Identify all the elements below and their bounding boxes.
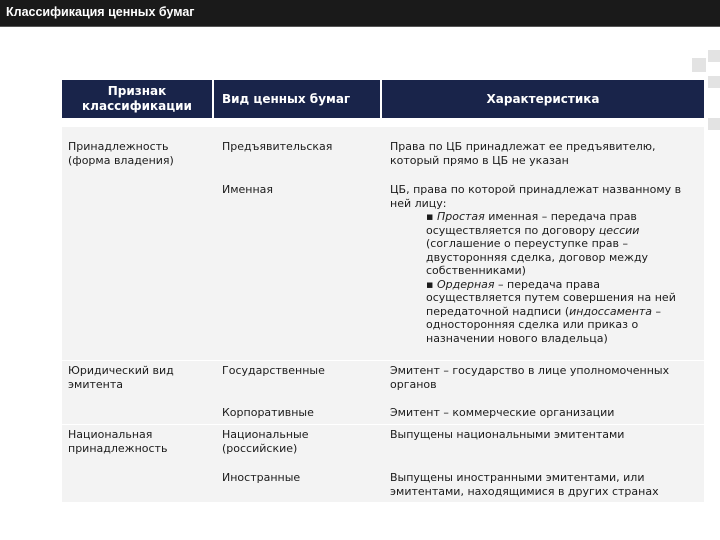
row-divider [62, 360, 704, 361]
bullet-icon: ▪ [426, 210, 434, 223]
table-cell-criterion: Национальная принадлежность [68, 428, 168, 455]
table-cell-description: Эмитент – государство в лице уполномоченных органов [390, 364, 670, 391]
table-cell-criterion: Принадлежность (форма владения) [68, 140, 174, 167]
table-cell-type: Предъявительская [222, 140, 333, 153]
table-header-row [62, 80, 704, 118]
slide-title: Классификация ценных бумаг [6, 5, 195, 19]
description-text: ЦБ, права по которой принадлежат названному в ней лицу: [390, 183, 682, 210]
bullet-icon: ▪ [426, 277, 434, 291]
table-cell-description: Выпущены национальными эмитентами [390, 428, 625, 441]
column-header-description: Характеристика [486, 91, 600, 106]
table-cell-description: Выпущены иностранными эмитентами, или эмитентами, находящимися в других странах [390, 471, 659, 498]
table-cell-criterion: Юридический вид эмитента [68, 364, 174, 391]
decor-square [708, 50, 720, 62]
table-cell-type: Национальные (российские) [222, 428, 309, 455]
table-cell-type: Именная [222, 183, 274, 196]
column-header-type: Вид ценных бумаг [222, 91, 351, 106]
table-cell-description: Права по ЦБ принадлежат ее предъявителю, который прямо в ЦБ не указан [390, 140, 656, 167]
classification-table [62, 80, 704, 502]
decor-square [708, 118, 720, 130]
table-cell-description [390, 183, 696, 345]
list-item: ▪ Простая именная – передача прав осуществляется по договору цессии (соглашение о переуступке прав – двусторонняя сделка, договор между собственниками) [426, 210, 649, 277]
row-divider [62, 424, 704, 425]
decor-square [692, 58, 706, 72]
table-cell-type: Государственные [222, 364, 325, 377]
slide-title-bar [0, 0, 720, 27]
table-cell-type: Иностранные [222, 471, 301, 484]
table-cell-type: Корпоративные [222, 406, 314, 419]
table-cell-description: Эмитент – коммерческие организации [390, 406, 615, 419]
column-header-criterion: Признак классификации [82, 84, 192, 113]
decor-square [708, 76, 720, 88]
list-item: ▪ Ордерная – передача права осуществляется путем совершения на ней передаточной надписи (индоссамента – односторонняя сделка или приказ о назначении нового владельца) [426, 277, 676, 345]
